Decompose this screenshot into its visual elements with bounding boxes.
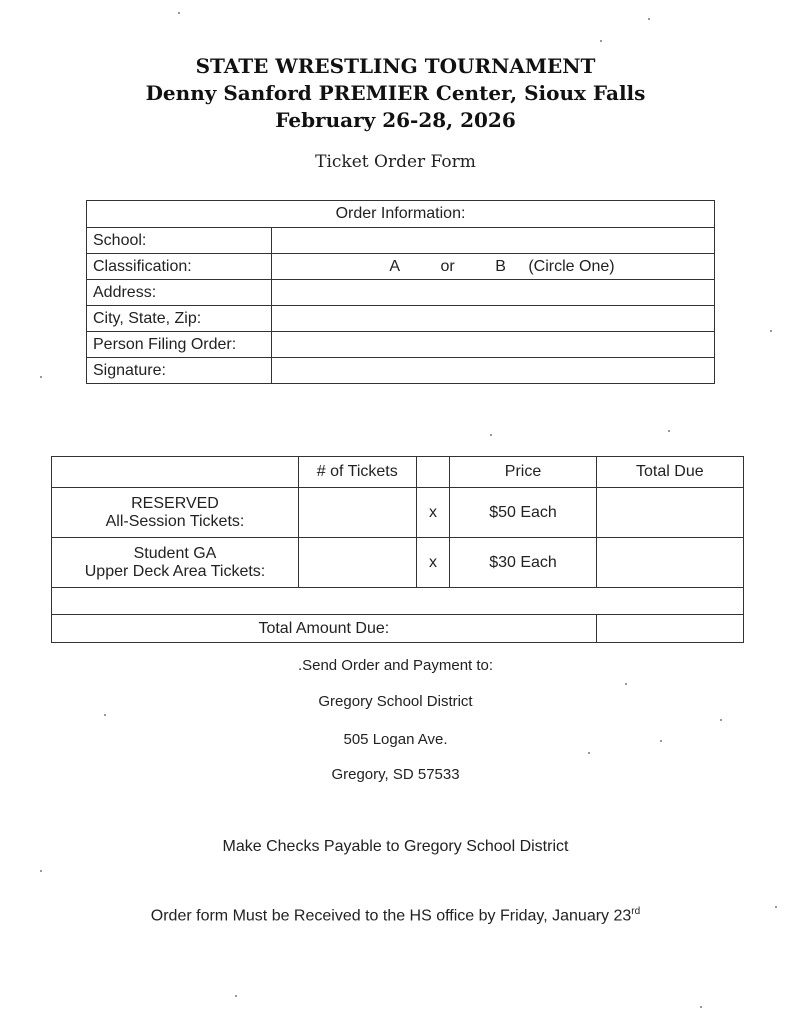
total-amount-label: Total Amount Due:: [52, 615, 597, 643]
class-option-a[interactable]: A: [389, 257, 401, 275]
mailing-street: 505 Logan Ave.: [343, 731, 448, 748]
scan-speck: [490, 434, 492, 436]
student-count-field[interactable]: [298, 538, 416, 588]
student-ticket-label: [52, 538, 299, 588]
person-filing-field[interactable]: [272, 332, 715, 358]
scan-speck: [668, 430, 670, 432]
reserved-total-field[interactable]: [596, 488, 743, 538]
scan-speck: [660, 740, 662, 742]
total-due-header: Total Due: [596, 457, 743, 488]
student-price: $30 Each: [450, 538, 596, 588]
scan-speck: [40, 376, 42, 378]
total-amount-field[interactable]: [596, 615, 743, 643]
reserved-line2: All-Session Tickets:: [105, 512, 245, 530]
scan-speck: [775, 906, 777, 908]
circle-one-note: (Circle One): [528, 257, 615, 275]
scan-speck: [235, 995, 237, 997]
school-field[interactable]: [272, 228, 715, 254]
person-filing-label: Person Filing Order:: [87, 332, 272, 358]
order-information-table: [86, 200, 715, 384]
signature-field[interactable]: [272, 358, 715, 384]
reserved-ticket-label: [52, 488, 299, 538]
student-line2: Upper Deck Area Tickets:: [84, 562, 266, 580]
city-state-zip-label: City, State, Zip:: [87, 306, 272, 332]
tickets-count-header: # of Tickets: [298, 457, 416, 488]
reserved-line1: RESERVED: [131, 494, 219, 512]
send-order-text: .Send Order and Payment to:: [297, 657, 494, 674]
student-line1: Student GA: [133, 544, 217, 562]
class-or-text: or: [440, 257, 455, 275]
table-row: [52, 488, 744, 538]
class-option-b[interactable]: B: [495, 257, 506, 275]
page-title: STATE WRESTLING TOURNAMENT: [195, 54, 596, 78]
payable-note: Make Checks Payable to Gregory School District: [222, 838, 569, 855]
scan-speck: [700, 1006, 702, 1008]
city-state-zip-field[interactable]: [272, 306, 715, 332]
address-label: Address:: [87, 280, 272, 306]
signature-label: Signature:: [87, 358, 272, 384]
scan-speck: [40, 870, 42, 872]
table-row: [52, 538, 744, 588]
scan-speck: [720, 719, 722, 721]
student-total-field[interactable]: [596, 538, 743, 588]
order-info-heading: Order Information:: [87, 201, 715, 228]
mailing-city: Gregory, SD 57533: [331, 766, 460, 783]
scan-speck: [648, 18, 650, 20]
scan-speck: [625, 683, 627, 685]
reserved-count-field[interactable]: [298, 488, 416, 538]
dates-heading: February 26-28, 2026: [275, 108, 516, 132]
deadline-suffix: rd: [631, 906, 641, 917]
form-subtitle: Ticket Order Form: [315, 152, 476, 172]
address-field[interactable]: [272, 280, 715, 306]
scan-speck: [178, 12, 180, 14]
ticket-table: [51, 456, 744, 643]
classification-field[interactable]: [272, 254, 715, 280]
blank-row: [52, 588, 744, 615]
mailing-org: Gregory School District: [318, 693, 473, 710]
blank-header-cell: [52, 457, 299, 488]
scan-speck: [770, 330, 772, 332]
scan-speck: [588, 752, 590, 754]
scan-speck: [104, 714, 106, 716]
school-label: School:: [87, 228, 272, 254]
reserved-times: x: [416, 488, 450, 538]
deadline-text: Order form Must be Received to the HS office by Friday, January 23: [150, 907, 632, 925]
reserved-price: $50 Each: [450, 488, 596, 538]
student-times: x: [416, 538, 450, 588]
scan-speck: [600, 40, 602, 42]
times-header-cell: [416, 457, 450, 488]
price-header: Price: [450, 457, 596, 488]
deadline-note: [0, 906, 791, 925]
venue-heading: Denny Sanford PREMIER Center, Sioux Falls: [145, 81, 646, 105]
classification-label: Classification:: [87, 254, 272, 280]
